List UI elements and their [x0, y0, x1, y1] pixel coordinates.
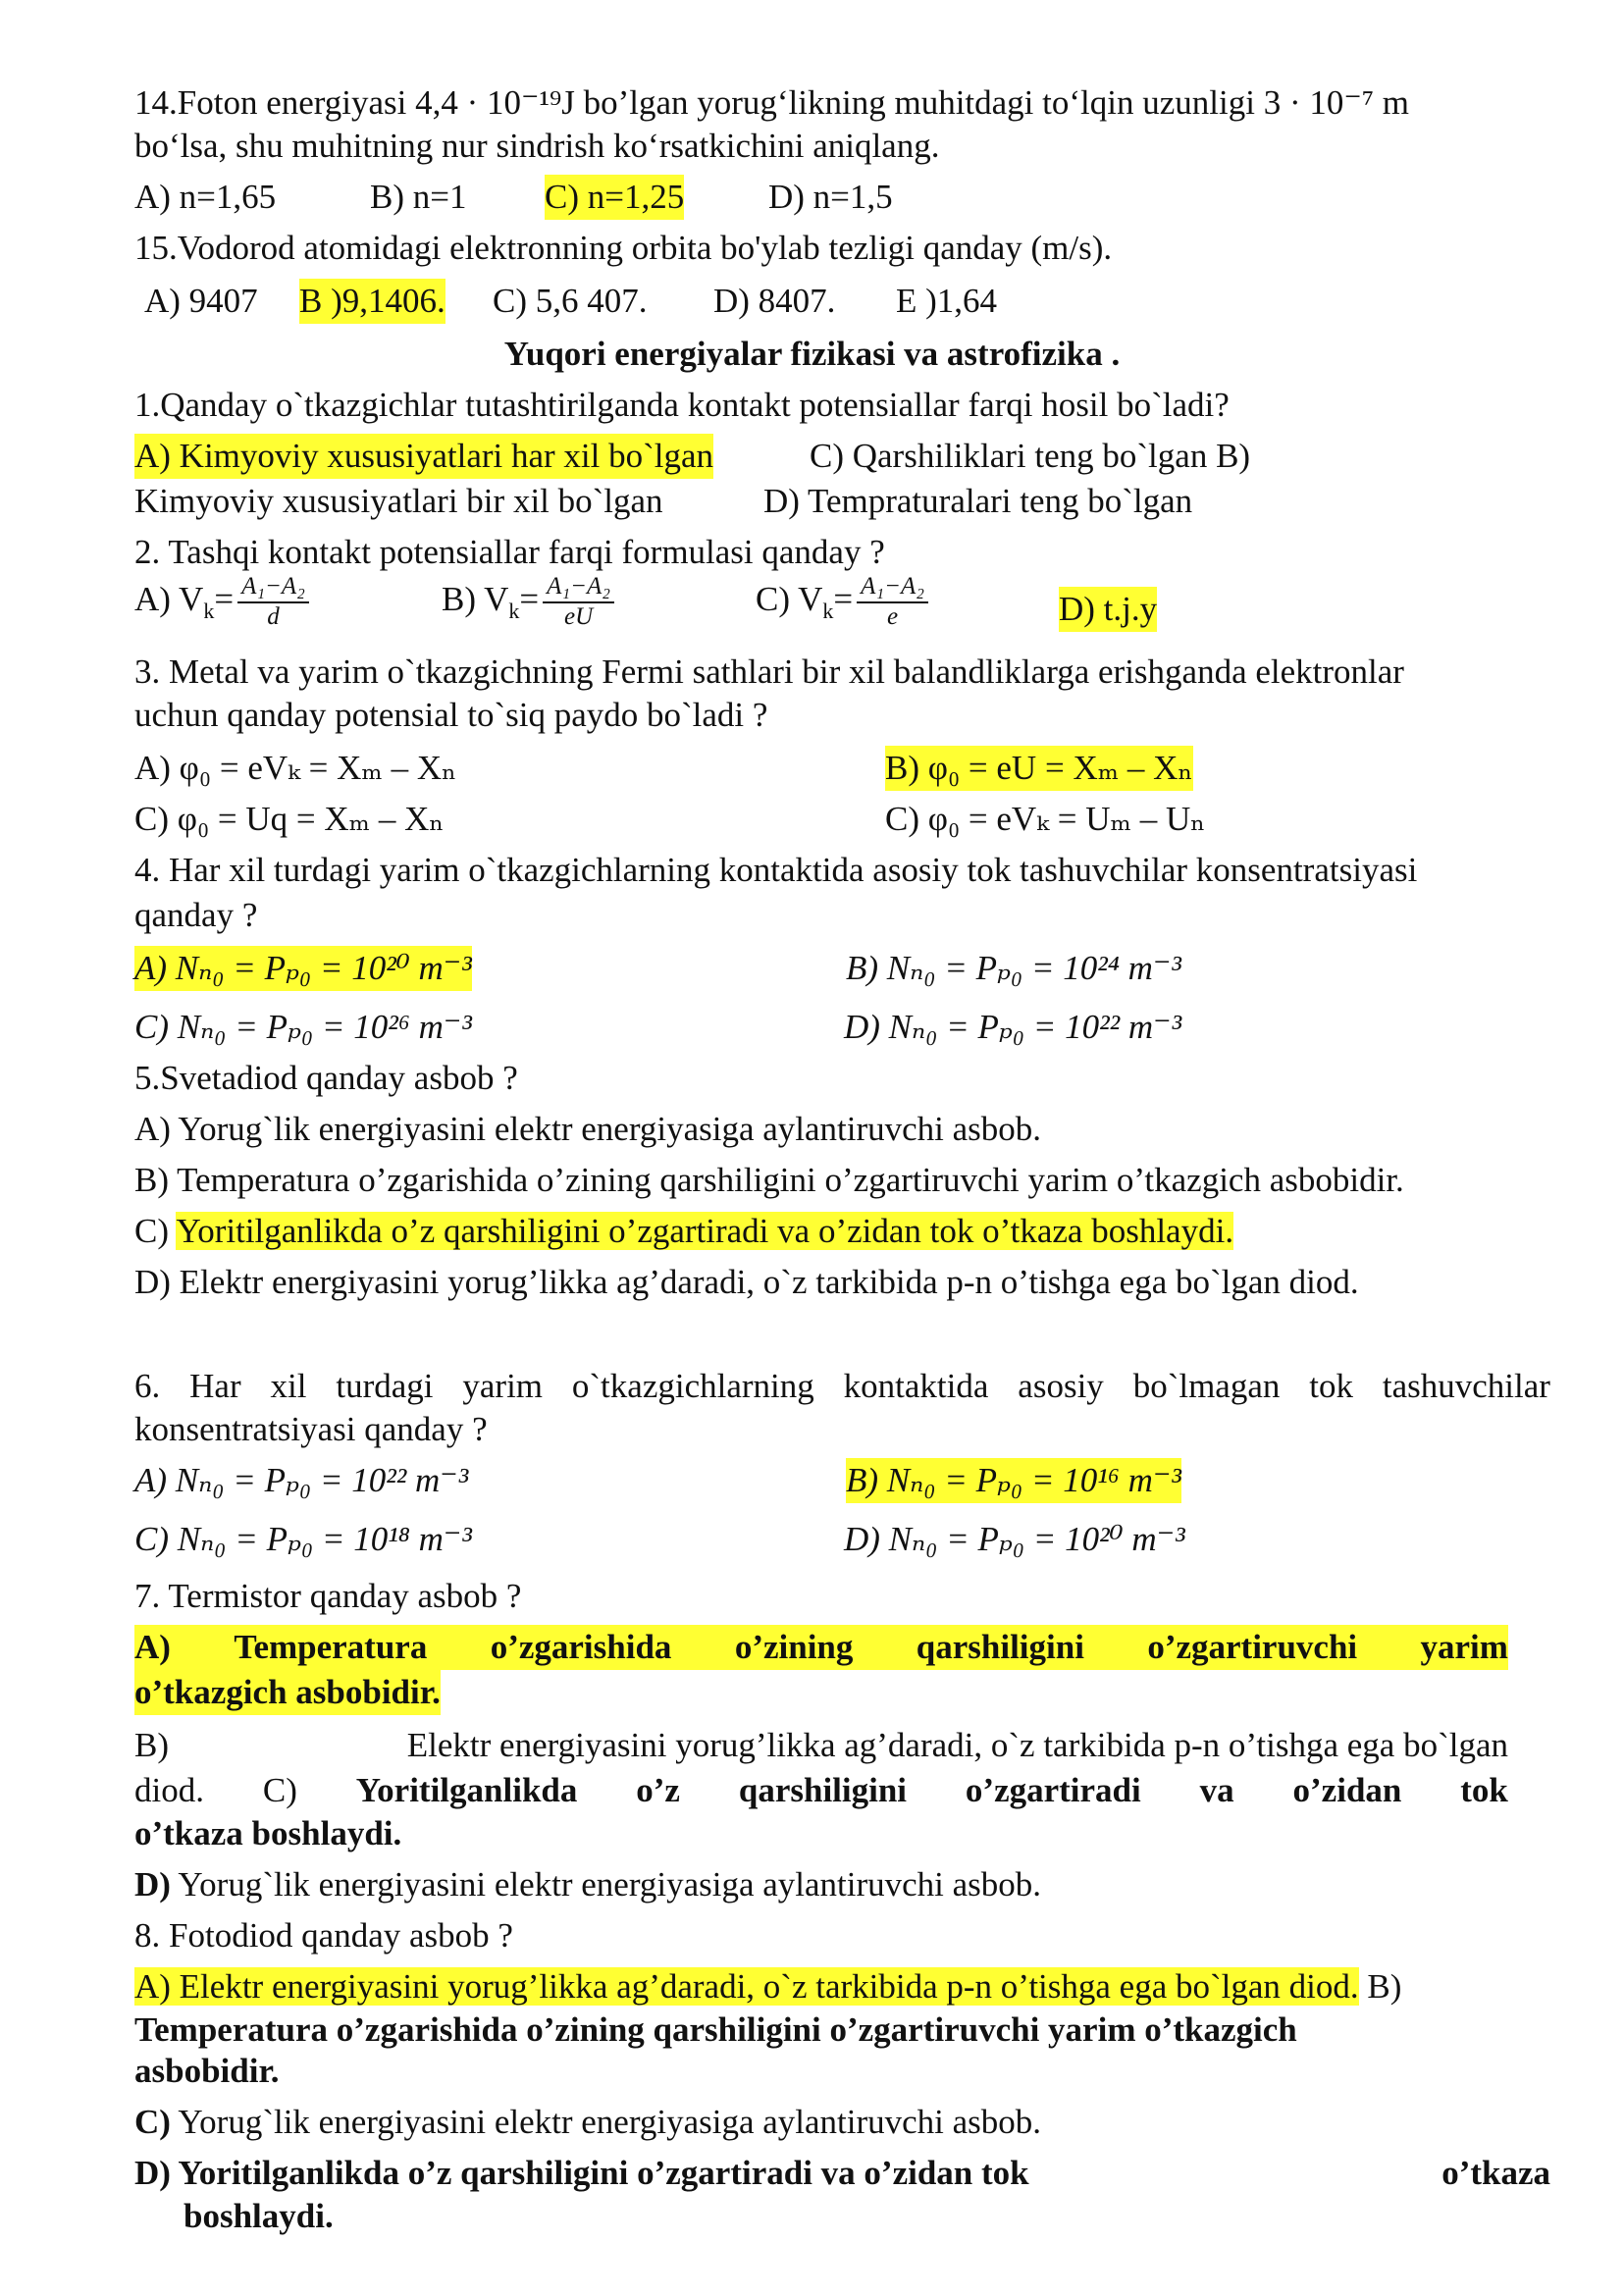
- q14-option-b: B) n=1: [370, 178, 467, 216]
- s3-option-a: A) φ₀ = eVₖ = Xₘ – Xₙ: [134, 749, 457, 787]
- q15-option-e: E )1,64: [896, 282, 998, 320]
- s5-option-b: B) Temperatura o’zgarishida o’zining qarshiligini o’zgartiruvchi yarim o’tkazgich asbobidir.: [134, 1161, 1404, 1199]
- s8-option-b-line2: Temperatura o’zgarishida o’zining qarshiligini o’zgartiruvchi yarim o’tkazgich: [134, 2010, 1297, 2049]
- s3-line1: 3. Metal va yarim o`tkazgichning Fermi sathlari bir xil balandliklarga erishganda elektronlar: [134, 652, 1404, 691]
- s8-question: 8. Fotodiod qanday asbob ?: [134, 1916, 513, 1955]
- s1-option-b: Kimyoviy xususiyatlari bir xil bo`lgan: [134, 482, 663, 520]
- s4-line1: 4. Har xil turdagi yarim o`tkazgichlarning kontaktida asosiy tok tashuvchilar konsentratsiyasi: [134, 851, 1418, 889]
- s6-option-d: D) Nₙ₀ = Pₚ₀ = 10²⁰ m⁻³: [844, 1520, 1185, 1558]
- s8-option-c: C) Yorug`lik energiyasini elektr energiyasiga aylantiruvchi asbob.: [134, 2103, 1042, 2141]
- q15-option-c: C) 5,6 407.: [493, 282, 648, 320]
- s1-option-c: C) Qarshiliklari teng bo`lgan B): [810, 437, 1251, 475]
- q15-question: 15.Vodorod atomidagi elektronning orbita bo'ylab tezligi qanday (m/s).: [134, 229, 1113, 267]
- s7-option-d: D) Yorug`lik energiyasini elektr energiyasiga aylantiruvchi asbob.: [134, 1865, 1042, 1904]
- s5-option-d: D) Elektr energiyasini yorug’likka ag’daradi, o`z tarkibida p-n o’tishga ega bo`lgan diod.: [134, 1263, 1359, 1301]
- s2-option-d: D) t.j.y: [1059, 587, 1157, 632]
- s6-line2: konsentratsiyasi qanday ?: [134, 1410, 488, 1448]
- q15-option-a: A) 9407: [144, 282, 258, 320]
- s6-line1: 6. Har xil turdagi yarim o`tkazgichlarning kontaktida asosiy bo`lmagan tok tashuvchilar: [134, 1367, 1550, 1405]
- q14-line2: bo‘lsa, shu muhitning nur sindrish ko‘rsatkichini aniqlang.: [134, 127, 940, 165]
- q14-line1: 14.Foton energiyasi 4,4 · 10⁻¹⁹J bo’lgan yorug‘likning muhitdagi to‘lqin uzunligi 3 · 10⁻⁷ m: [134, 83, 1409, 122]
- s8-option-b-line3: asbobidir.: [134, 2052, 280, 2090]
- s2-question: 2. Tashqi kontakt potensiallar farqi formulasi qanday ?: [134, 533, 885, 571]
- s1-option-d: D) Tempraturalari teng bo`lgan: [763, 482, 1193, 520]
- q15-option-d: D) 8407.: [713, 282, 836, 320]
- s6-option-c: C) Nₙ₀ = Pₚ₀ = 10¹⁸ m⁻³: [134, 1520, 472, 1558]
- s2-option-a: A) $V_k=$ $\frac{\text{A₁−A₂}}{d}$: [134, 573, 309, 632]
- s3-line2: uchun qanday potensial to`siq paydo bo`ladi ?: [134, 696, 768, 734]
- s1-option-a: A) Kimyoviy xususiyatlari har xil bo`lgan: [134, 434, 713, 479]
- s4-option-b: B) Nₙ₀ = Pₚ₀ = 10²⁴ m⁻³: [846, 949, 1181, 987]
- s7-option-c-line3: o’tkaza boshlaydi.: [134, 1814, 402, 1852]
- s5-question: 5.Svetadiod qanday asbob ?: [134, 1059, 518, 1097]
- s7-option-b: B) Elektr energiyasini yorug’likka ag’daradi, o`z tarkibida p-n o’tishga ega bo`lgan: [134, 1726, 1508, 1764]
- q14-option-c: C) n=1,25: [545, 175, 684, 220]
- s4-option-c: C) Nₙ₀ = Pₚ₀ = 10²⁶ m⁻³: [134, 1008, 472, 1046]
- section-title: Yuqori energiyalar fizikasi va astrofizika .: [503, 335, 1121, 373]
- s3-option-b: B) φ₀ = eU = Xₘ – Xₙ: [885, 746, 1193, 791]
- s8-option-d: D) Yoritilganlikda o’z qarshiligini o’zgartiradi va o’zidan tok o’tkaza: [134, 2154, 1550, 2192]
- s3-option-c2: C) φ₀ = eVₖ = Uₘ – Uₙ: [885, 800, 1206, 838]
- s7-option-a: A) Temperatura o’zgarishida o’zining qarshiligini o’zgartiruvchi yarim: [134, 1625, 1508, 1670]
- q14-option-d: D) n=1,5: [768, 178, 893, 216]
- s7-question: 7. Termistor qanday asbob ?: [134, 1577, 522, 1615]
- s3-option-c: C) φ₀ = Uq = Xₘ – Xₙ: [134, 800, 445, 838]
- s2-option-c: C) $V_k=$ $\frac{\text{A₁−A₂}}{e}$: [756, 573, 928, 632]
- s6-option-b: B) Nₙ₀ = Pₚ₀ = 10¹⁶ m⁻³: [846, 1458, 1181, 1503]
- s6-option-a: A) Nₙ₀ = Pₚ₀ = 10²² m⁻³: [134, 1461, 469, 1499]
- q14-option-a: A) n=1,65: [134, 178, 277, 216]
- s8-option-a: A) Elektr energiyasini yorug’likka ag’daradi, o`z tarkibida p-n o’tishga ega bo`lgan diod. B): [134, 1967, 1402, 2006]
- s4-option-a: A) Nₙ₀ = Pₚ₀ = 10²⁰ m⁻³: [134, 946, 472, 991]
- s2-option-b: B) $V_k=$ $\frac{\text{A₁−A₂}}{eU}$: [442, 573, 614, 632]
- s5-option-a: A) Yorug`lik energiyasini elektr energiyasiga aylantiruvchi asbob.: [134, 1110, 1042, 1148]
- s7-option-b-c: diod. C) Yoritilganlikda o’z qarshiligini o’zgartiradi va o’zidan tok: [134, 1771, 1508, 1809]
- s4-line2: qanday ?: [134, 896, 258, 934]
- s1-question: 1.Qanday o`tkazgichlar tutashtirilganda kontakt potensiallar farqi hosil bo`ladi?: [134, 386, 1230, 424]
- q15-option-b: B )9,1406.: [299, 279, 445, 324]
- s8-option-d-line2: boshlaydi.: [183, 2197, 334, 2235]
- s7-option-a-line2: o’tkazgich asbobidir.: [134, 1670, 441, 1715]
- s5-option-c: C) Yoritilganlikda o’z qarshiligini o’zgartiradi va o’zidan tok o’tkaza boshlaydi.: [134, 1212, 1234, 1250]
- s4-option-d: D) Nₙ₀ = Pₚ₀ = 10²² m⁻³: [844, 1008, 1182, 1046]
